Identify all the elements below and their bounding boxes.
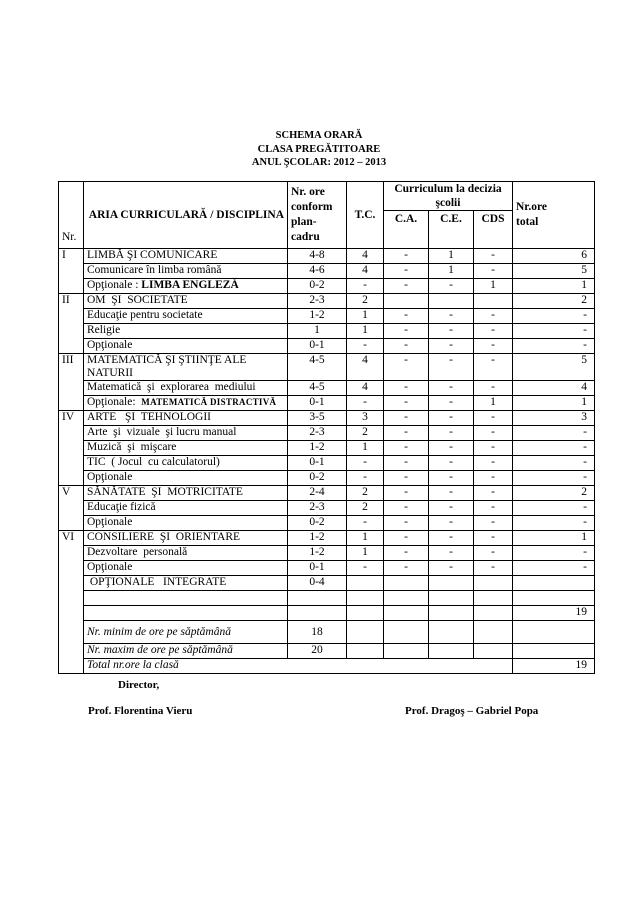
- row-total: 5: [513, 354, 595, 381]
- row-nr: [59, 621, 84, 644]
- row-ce: -: [429, 339, 474, 354]
- row-discipline: Muzică şi mişcare: [84, 441, 288, 456]
- row-nr: [59, 396, 84, 411]
- row-plan: 0-1: [288, 396, 347, 411]
- row-cds: [474, 576, 513, 591]
- empty-cell: [288, 591, 347, 606]
- row-ce: -: [429, 411, 474, 426]
- row-total: [513, 576, 595, 591]
- table-row: [59, 309, 595, 324]
- row-nr: [59, 339, 84, 354]
- row-nr: [59, 264, 84, 279]
- empty-cell: [429, 591, 474, 606]
- row-ca: -: [384, 531, 429, 546]
- row-ca: -: [384, 411, 429, 426]
- empty-cell: [347, 606, 384, 621]
- row-total: -: [513, 501, 595, 516]
- row-discipline: Opţionale: [84, 516, 288, 531]
- table-row: [59, 426, 595, 441]
- row-plan: 1-2: [288, 441, 347, 456]
- header-cds-group-l1: Curriculum la decizia: [394, 183, 502, 195]
- row-tc: -: [347, 279, 384, 294]
- row-tc: 4: [347, 381, 384, 396]
- row-nr: [59, 471, 84, 486]
- row-total: -: [513, 441, 595, 456]
- row-ca: [384, 294, 429, 309]
- total-hours-label: Total nr.ore la clasă: [84, 659, 513, 674]
- table-row: [59, 606, 595, 621]
- row-ca: -: [384, 396, 429, 411]
- row-tc: -: [347, 456, 384, 471]
- row-discipline: Dezvoltare personală: [84, 546, 288, 561]
- empty-cell: [429, 621, 474, 644]
- row-total: -: [513, 339, 595, 354]
- row-discipline-prefix: Opţionale:: [87, 396, 142, 408]
- row-nr: [59, 456, 84, 471]
- row-plan: 4-8: [288, 249, 347, 264]
- row-total: -: [513, 546, 595, 561]
- empty-cell: [429, 606, 474, 621]
- empty-cell: [513, 621, 595, 644]
- empty-cell: [347, 644, 384, 659]
- empty-cell: [347, 621, 384, 644]
- table-row: [59, 294, 595, 309]
- header-total: [513, 182, 595, 249]
- empty-cell: [513, 591, 595, 606]
- row-ca: -: [384, 264, 429, 279]
- row-total: -: [513, 426, 595, 441]
- row-discipline: OM ŞI SOCIETATE: [84, 294, 288, 309]
- row-total: 1: [513, 396, 595, 411]
- row-tc: 1: [347, 309, 384, 324]
- empty-cell: [347, 591, 384, 606]
- row-plan: 0-1: [288, 456, 347, 471]
- header-aria: [84, 182, 288, 249]
- row-discipline: Religie: [84, 324, 288, 339]
- row-plan: 4-5: [288, 354, 347, 381]
- row-nr: [59, 324, 84, 339]
- row-discipline: SĂNĂTATE ŞI MOTRICITATE: [84, 486, 288, 501]
- row-cds: -: [474, 324, 513, 339]
- row-discipline: LIMBĂ ŞI COMUNICARE: [84, 249, 288, 264]
- empty-cell: [84, 606, 288, 621]
- row-ce: -: [429, 516, 474, 531]
- table-row: [59, 621, 595, 644]
- row-nr: [59, 576, 84, 591]
- header-nr-ore-l2: conform: [291, 201, 333, 213]
- table-row: [59, 576, 595, 591]
- row-cds: -: [474, 264, 513, 279]
- row-nr: [59, 591, 84, 606]
- row-total: 1: [513, 531, 595, 546]
- row-tc: 2: [347, 501, 384, 516]
- row-discipline: ARTE ŞI TEHNOLOGII: [84, 411, 288, 426]
- row-ce: -: [429, 561, 474, 576]
- header-nr-ore-l4: cadru: [291, 231, 320, 243]
- row-tc: -: [347, 516, 384, 531]
- row-total: 5: [513, 264, 595, 279]
- row-ce: 1: [429, 264, 474, 279]
- row-total: 4: [513, 381, 595, 396]
- row-nr: [59, 546, 84, 561]
- row-cds: -: [474, 471, 513, 486]
- row-discipline: Arte şi vizuale şi lucru manual: [84, 426, 288, 441]
- row-nr: [59, 279, 84, 294]
- row-ce: [429, 294, 474, 309]
- empty-cell: [474, 621, 513, 644]
- row-ca: -: [384, 486, 429, 501]
- row-cds: -: [474, 501, 513, 516]
- row-ce: -: [429, 456, 474, 471]
- row-plan: 0-4: [288, 576, 347, 591]
- row-discipline: Opţionale: [84, 561, 288, 576]
- subtotal-value: 19: [513, 606, 595, 621]
- row-nr: [59, 426, 84, 441]
- row-nr: VI: [59, 531, 84, 546]
- row-ce: -: [429, 324, 474, 339]
- row-tc: [347, 576, 384, 591]
- table-row: [59, 644, 595, 659]
- row-discipline-strong: MATEMATICĂ DISTRACTIVĂ: [141, 397, 277, 407]
- header-ce: C.E.: [429, 211, 474, 249]
- row-total: 2: [513, 294, 595, 309]
- row-plan: 1-2: [288, 546, 347, 561]
- row-nr: [59, 516, 84, 531]
- row-tc: 1: [347, 531, 384, 546]
- row-nr: II: [59, 294, 84, 309]
- row-tc: 2: [347, 426, 384, 441]
- row-cds: -: [474, 411, 513, 426]
- timetable-table: [58, 181, 595, 674]
- row-tc: -: [347, 471, 384, 486]
- row-discipline: Comunicare în limba română: [84, 264, 288, 279]
- row-tc: -: [347, 339, 384, 354]
- header-nr-ore: [288, 182, 347, 249]
- table-row: [59, 411, 595, 426]
- row-ca: -: [384, 546, 429, 561]
- table-row: [59, 561, 595, 576]
- row-cds: 1: [474, 396, 513, 411]
- row-discipline: CONSILIERE ŞI ORIENTARE: [84, 531, 288, 546]
- row-ce: [429, 576, 474, 591]
- row-ce: -: [429, 309, 474, 324]
- row-ca: -: [384, 249, 429, 264]
- row-tc: 2: [347, 294, 384, 309]
- row-ce: -: [429, 471, 474, 486]
- total-hours-value: 19: [513, 659, 595, 674]
- header-aria-text: ARIA CURRICULARĂ / DISCIPLINA: [88, 208, 284, 221]
- row-ca: -: [384, 501, 429, 516]
- row-ca: -: [384, 456, 429, 471]
- row-ce: -: [429, 546, 474, 561]
- row-tc: 4: [347, 264, 384, 279]
- row-tc: 4: [347, 354, 384, 381]
- row-tc: -: [347, 396, 384, 411]
- row-plan: 1-2: [288, 531, 347, 546]
- row-ca: -: [384, 561, 429, 576]
- doc-year: ANUL ŞCOLAR: 2012 – 2013: [251, 157, 387, 168]
- row-discipline-prefix: Opţionale :: [87, 279, 142, 291]
- row-discipline-l1: MATEMATICĂ ŞI ŞTIINŢE ALE: [87, 354, 247, 366]
- row-cds: -: [474, 249, 513, 264]
- row-nr: [59, 309, 84, 324]
- row-ce: -: [429, 381, 474, 396]
- row-cds: 1: [474, 279, 513, 294]
- row-discipline: [84, 279, 288, 294]
- table-row: [59, 354, 595, 381]
- table-row: [59, 591, 595, 606]
- row-discipline: Educaţie fizică: [84, 501, 288, 516]
- table-row: [59, 279, 595, 294]
- row-nr: IV: [59, 411, 84, 426]
- row-nr: V: [59, 486, 84, 501]
- row-discipline: Opţionale: [84, 471, 288, 486]
- header-ca: C.A.: [384, 211, 429, 249]
- row-cds: -: [474, 354, 513, 381]
- empty-cell: [84, 591, 288, 606]
- row-nr: [59, 644, 84, 659]
- table-row: [59, 381, 595, 396]
- row-plan: 4-5: [288, 381, 347, 396]
- row-cds: -: [474, 516, 513, 531]
- row-plan: 0-1: [288, 561, 347, 576]
- row-ca: -: [384, 381, 429, 396]
- row-total: -: [513, 309, 595, 324]
- row-plan: 2-3: [288, 501, 347, 516]
- row-cds: -: [474, 456, 513, 471]
- empty-cell: [474, 591, 513, 606]
- table-row: [59, 456, 595, 471]
- header-nr-ore-l1: Nr. ore: [291, 186, 325, 198]
- director-label: Director,: [118, 679, 160, 691]
- empty-cell: [384, 606, 429, 621]
- row-nr: [59, 606, 84, 621]
- empty-cell: [384, 621, 429, 644]
- row-discipline: [84, 396, 288, 411]
- row-tc: 1: [347, 546, 384, 561]
- row-discipline: Educaţie pentru societate: [84, 309, 288, 324]
- table-row: [59, 396, 595, 411]
- row-ca: -: [384, 279, 429, 294]
- header-nr-ore-l3: plan-: [291, 216, 317, 228]
- table-row: [59, 531, 595, 546]
- table-row: [59, 516, 595, 531]
- row-ce: -: [429, 426, 474, 441]
- doc-title: SCHEMA ORARĂ: [275, 130, 363, 141]
- row-nr: [59, 501, 84, 516]
- row-total: 2: [513, 486, 595, 501]
- row-ce: 1: [429, 249, 474, 264]
- row-ca: -: [384, 516, 429, 531]
- empty-cell: [474, 644, 513, 659]
- row-plan: 1: [288, 324, 347, 339]
- row-ce: -: [429, 279, 474, 294]
- row-total: -: [513, 516, 595, 531]
- row-nr: [59, 561, 84, 576]
- header-nr: Nr.: [59, 182, 84, 249]
- row-cds: -: [474, 309, 513, 324]
- empty-cell: [288, 606, 347, 621]
- empty-cell: [384, 591, 429, 606]
- header-cds-group-l2: şcolii: [435, 197, 461, 209]
- row-ca: -: [384, 471, 429, 486]
- row-plan: 1-2: [288, 309, 347, 324]
- row-ca: -: [384, 354, 429, 381]
- row-ca: [384, 576, 429, 591]
- max-hours-value: 20: [288, 644, 347, 659]
- row-tc: 1: [347, 441, 384, 456]
- row-ca: -: [384, 339, 429, 354]
- row-ca: -: [384, 309, 429, 324]
- row-ca: -: [384, 324, 429, 339]
- row-plan: 0-2: [288, 279, 347, 294]
- row-plan: 3-5: [288, 411, 347, 426]
- row-ca: -: [384, 426, 429, 441]
- table-row: [59, 546, 595, 561]
- row-plan: 4-6: [288, 264, 347, 279]
- row-ce: -: [429, 396, 474, 411]
- document-header: [0, 129, 638, 170]
- empty-cell: [429, 644, 474, 659]
- row-discipline: OPŢIONALE INTEGRATE: [84, 576, 288, 591]
- row-plan: 0-2: [288, 471, 347, 486]
- row-ce: -: [429, 354, 474, 381]
- row-cds: -: [474, 546, 513, 561]
- row-plan: 0-2: [288, 516, 347, 531]
- row-ca: -: [384, 441, 429, 456]
- row-discipline-strong: LIMBA ENGLEZĂ: [141, 279, 239, 291]
- table-row: [59, 659, 595, 674]
- row-total: -: [513, 456, 595, 471]
- header-tc: T.C.: [347, 182, 384, 249]
- row-nr: [59, 381, 84, 396]
- director-name: Prof. Florentina Vieru: [88, 705, 193, 717]
- table-row: [59, 324, 595, 339]
- row-ce: -: [429, 501, 474, 516]
- row-discipline: Matematică şi explorarea mediului: [84, 381, 288, 396]
- row-nr: I: [59, 249, 84, 264]
- row-plan: 2-3: [288, 426, 347, 441]
- row-discipline: TIC ( Jocul cu calculatorul): [84, 456, 288, 471]
- row-total: -: [513, 561, 595, 576]
- empty-cell: [474, 606, 513, 621]
- min-hours-label: Nr. minim de ore pe săptămână: [84, 621, 288, 644]
- header-cds: CDS: [474, 211, 513, 249]
- row-total: 1: [513, 279, 595, 294]
- row-cds: -: [474, 381, 513, 396]
- row-tc: 3: [347, 411, 384, 426]
- row-tc: 1: [347, 324, 384, 339]
- row-nr: [59, 441, 84, 456]
- row-total: 6: [513, 249, 595, 264]
- row-total: -: [513, 324, 595, 339]
- row-discipline: [84, 354, 288, 381]
- row-ce: -: [429, 531, 474, 546]
- table-row: [59, 501, 595, 516]
- row-plan: 2-4: [288, 486, 347, 501]
- header-cds-group: [384, 182, 513, 211]
- row-cds: -: [474, 426, 513, 441]
- row-ce: -: [429, 486, 474, 501]
- min-hours-value: 18: [288, 621, 347, 644]
- table-row: [59, 441, 595, 456]
- row-cds: -: [474, 531, 513, 546]
- teacher-name: Prof. Dragoş – Gabriel Popa: [405, 705, 539, 717]
- row-cds: [474, 294, 513, 309]
- row-plan: 0-1: [288, 339, 347, 354]
- row-cds: -: [474, 441, 513, 456]
- row-tc: -: [347, 561, 384, 576]
- table-row: [59, 249, 595, 264]
- row-nr: III: [59, 354, 84, 381]
- table-row: [59, 339, 595, 354]
- row-discipline-l2: NATURII: [87, 367, 133, 379]
- row-tc: 4: [347, 249, 384, 264]
- header-total-l1: Nr.ore: [516, 201, 547, 213]
- doc-class: CLASA PREGĂTITOARE: [257, 143, 381, 155]
- row-cds: -: [474, 486, 513, 501]
- table-header-row: [59, 182, 595, 211]
- row-plan: 2-3: [288, 294, 347, 309]
- max-hours-label: Nr. maxim de ore pe săptămână: [84, 644, 288, 659]
- row-total: 3: [513, 411, 595, 426]
- empty-cell: [384, 644, 429, 659]
- row-cds: -: [474, 339, 513, 354]
- table-row: [59, 264, 595, 279]
- row-cds: -: [474, 561, 513, 576]
- row-tc: 2: [347, 486, 384, 501]
- header-total-l2: total: [516, 216, 539, 228]
- row-discipline: Opţionale: [84, 339, 288, 354]
- row-nr: [59, 659, 84, 674]
- table-row: [59, 471, 595, 486]
- table-row: [59, 486, 595, 501]
- row-ce: -: [429, 441, 474, 456]
- row-total: -: [513, 471, 595, 486]
- empty-cell: [513, 644, 595, 659]
